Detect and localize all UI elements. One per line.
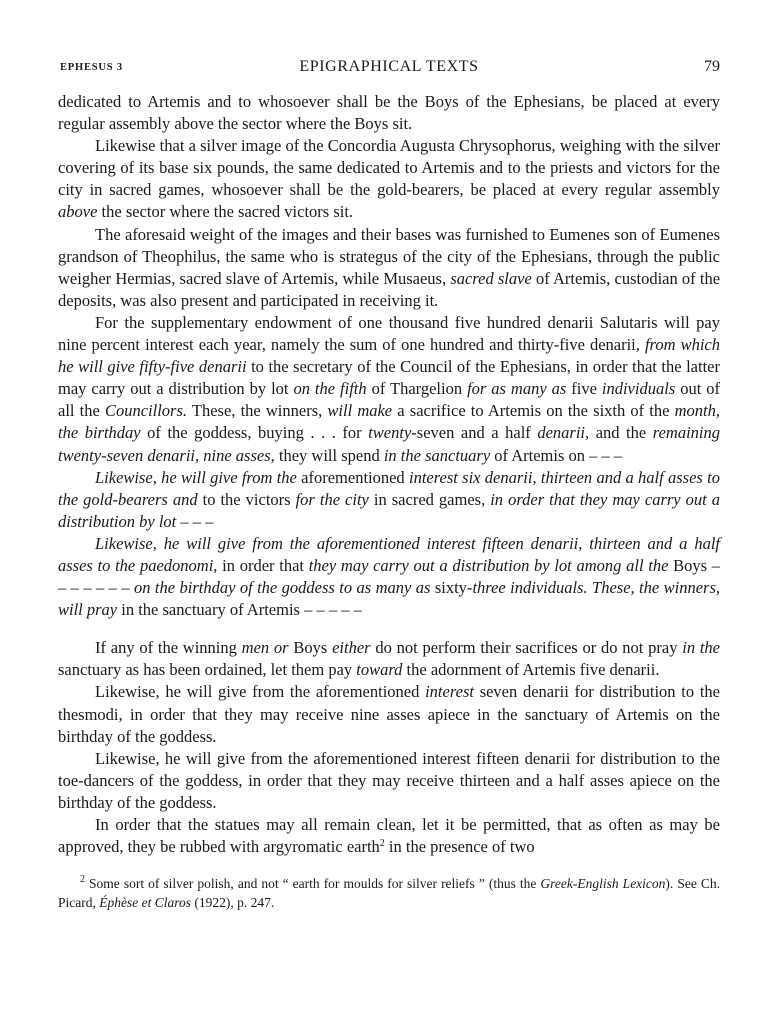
paragraph — [58, 224, 720, 312]
text-span: These, the winners, — [187, 401, 328, 421]
text-span: If any of the winning — [95, 638, 242, 658]
text-span: they will spend — [274, 445, 384, 465]
italic-span: above — [58, 202, 98, 222]
text-span: Likewise, he will give from the aforementioned interest fifteen denarii for distribution to the toe-dancers of the goddess, in order that they may receive thirteen and a half asses apiece on the birthday of the goddess. — [58, 748, 720, 812]
italic-span: interest — [425, 682, 474, 702]
text-span: sixty- — [430, 578, 473, 598]
italic-span: in order that they may carry out a distribution by lot — [58, 489, 720, 531]
paragraph — [58, 814, 720, 858]
italic-span: month, the birthday — [58, 401, 720, 443]
running-head-title: EPIGRAPHICAL TEXTS — [299, 58, 479, 75]
text-span: Likewise, he will give from the aforementioned — [95, 682, 426, 702]
italic-span: Councillors. — [104, 401, 188, 421]
text-span: (1922), p. 247. — [191, 895, 275, 911]
paragraph — [58, 135, 720, 223]
text-span: ). See Ch. Picard, — [58, 876, 720, 911]
text-span: The aforesaid weight of the images and their bases was furnished to Eumenes son of Eumenes grandson of Theophilus, the same who is strategus of the city of the Ephesians, through the public weigher Hermias, sacred slave of Artemis, while Musaeus, — [58, 224, 720, 288]
paragraph — [58, 681, 720, 747]
text-span: out of all the — [58, 379, 720, 421]
footnote-text — [58, 874, 720, 912]
text-span: -seven and a half — [411, 423, 538, 443]
italic-span: either — [332, 638, 371, 658]
text-span: Boys – – – – – – – — [58, 555, 721, 598]
footnote-marker: 2 — [80, 874, 85, 886]
paragraph — [58, 312, 720, 467]
paragraph — [58, 637, 720, 681]
italic-span: Likewise, he will give from the aforementioned interest fifteen denarii, thirteen and a half asses to the paedonomi, — [58, 533, 720, 575]
paragraph — [58, 533, 720, 621]
text-span: the adornment of Artemis five denarii. — [402, 660, 660, 680]
text-span: aforementioned — [296, 467, 409, 487]
text-span: seven denarii for distribution to the thesmodi, in order that they may receive nine asses apiece in the sanctuary of Artemis on the birthday of the goddess. — [58, 682, 720, 746]
page — [58, 56, 720, 912]
italic-span: in the — [682, 638, 720, 658]
text-span: For the supplementary endowment of one thousand five hundred denarii Salutaris will pay nine percent interest each year, namely the sum of one hundred and thirty-five denarii, — [58, 312, 720, 355]
footnote — [58, 874, 720, 912]
text-span: of Artemis, custodian of the deposits, was also present and participated in receiving it. — [58, 268, 721, 310]
italic-span: will make — [327, 401, 393, 421]
text-span: of Artemis on – – – — [490, 445, 623, 465]
text-span: In order that the statues may all remain clean, let it be permitted, that as often as may be approved, they be rubbed with argyromatic earth — [58, 815, 720, 857]
italic-span: Éphèse et Claros — [99, 895, 191, 911]
text-span: Likewise that a silver image of the Concordia Augusta Chrysophorus, weighing with the silver covering of its base six pounds, the same dedicated to Artemis and to the priests and victors for the city in sacred games, whosoever shall be the gold-bearers, be placed at every regular assembly — [58, 136, 720, 200]
italic-span: Likewise, he will give from the — [95, 467, 297, 487]
text-span: the sector where the sacred victors sit. — [97, 202, 354, 222]
paragraph — [58, 748, 720, 814]
italic-span: they may carry out a distribution by lot among all the — [308, 555, 669, 575]
italic-span: three individuals. These, the winners, will pray — [58, 578, 721, 620]
text-span: Some sort of silver polish, and not “ earth for moulds for silver reliefs ” (thus the — [85, 876, 541, 892]
running-head-section: EPHESUS 3 — [60, 62, 123, 73]
body-text — [58, 91, 720, 858]
text-span: and the — [589, 423, 653, 443]
footnote-marker: 2 — [379, 838, 385, 850]
italic-span: toward — [356, 660, 403, 680]
text-span: five — [566, 379, 602, 399]
italic-span: for the city — [295, 489, 369, 509]
italic-span: men or — [241, 638, 289, 658]
text-span: Boys — [288, 638, 333, 658]
text-span: to the secretary of the Council of the Ephesians, in order that the latter may carry out a distribution by lot — [58, 357, 720, 399]
page-number: 79 — [704, 58, 720, 75]
text-span: do not perform their sacrifices or do not pray — [370, 638, 683, 658]
paragraph — [58, 91, 720, 135]
running-head — [58, 56, 720, 82]
text-span: to the victors — [197, 489, 296, 509]
text-span: of the goddess, buying . . . for — [140, 423, 369, 443]
italic-span: from which he will give fifty-five denarii — [58, 335, 720, 377]
italic-span: remaining twenty-seven denarii, nine asses, — [58, 423, 720, 465]
text-span: a sacrifice to Artemis on the sixth of the — [392, 401, 675, 421]
italic-span: sacred slave — [450, 268, 532, 288]
italic-span: on the fifth — [293, 379, 367, 399]
italic-span: for as many as — [467, 379, 567, 399]
text-span: in order that — [217, 555, 309, 575]
text-span: in the sanctuary of Artemis – – – – – — [117, 600, 362, 620]
italic-span: individuals — [601, 379, 676, 399]
text-span: dedicated to Artemis and to whosoever shall be the Boys of the Ephesians, be placed at every regular assembly above the sector where the Boys sit. — [58, 92, 720, 134]
text-span: – – – — [176, 511, 214, 531]
text-span: sanctuary as has been ordained, let them pay — [58, 660, 357, 680]
italic-span: Greek-English Lexicon — [540, 876, 666, 892]
paragraph — [58, 467, 720, 533]
text-span: of Thargelion — [366, 379, 468, 399]
text-span: in the presence of two — [384, 837, 535, 857]
italic-span: on the birthday of the goddess to as many as — [134, 578, 431, 598]
italic-span: denarii, — [537, 423, 590, 443]
italic-span: in the sanctuary — [383, 445, 491, 465]
text-span: in sacred games, — [368, 489, 491, 509]
italic-span: interest six denarii, thirteen and a half asses to the gold-bearers and — [58, 467, 720, 509]
italic-span: twenty — [368, 423, 412, 443]
